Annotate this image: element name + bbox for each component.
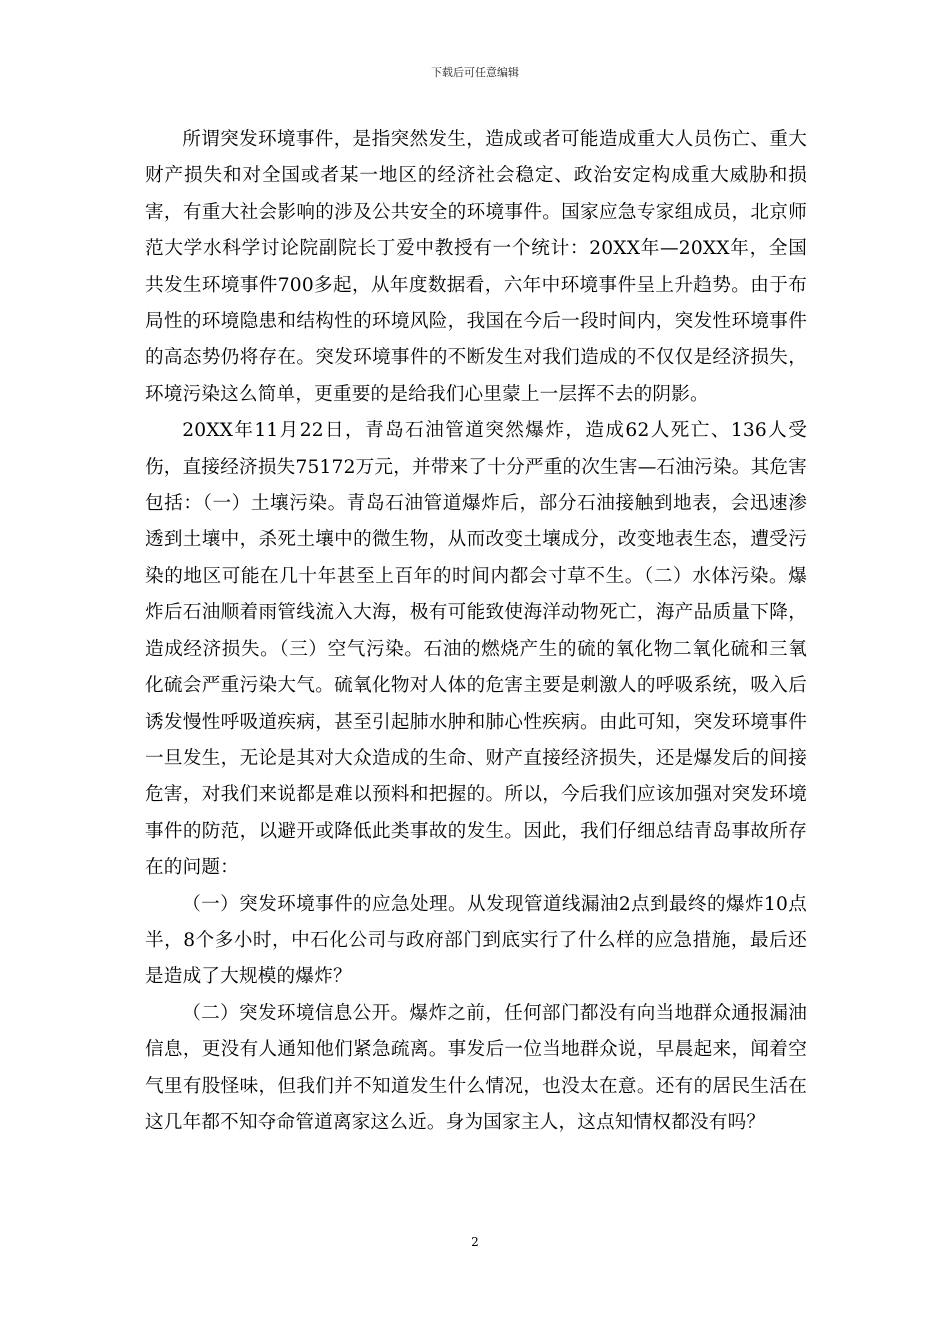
paragraph-definition: 所谓突发环境事件，是指突然发生，造成或者可能造成重大人员伤亡、重大财产损失和对全国或者某一地区的经济社会稳定、政治安定构成重大威胁和损害，有重大社会影响的涉及公共安全的环境事件。国家应急专家组成员，北京师范大学水科学讨论院副院长丁爱中教授有一个统计：20XX年—20XX年，全国共发生环境事件700多起，从年度数据看，六年中环境事件呈上升趋势。由于布局性的环境隐患和结构性的环境风险，我国在今后一段时间内，突发性环境事件的高态势仍将存在。突发环境事件的不断发生对我们造成的不仅仅是经济损失，环境污染这么简单，更重要的是给我们心里蒙上一层挥不去的阴影。 [145, 129, 807, 405]
page-header: 下载后可任意编辑 [431, 66, 519, 79]
paragraph-qingdao-explosion: 20XX年11月22日，青岛石油管道突然爆炸，造成62人死亡、136人受伤，直接经济损失75172万元，并带来了十分严重的次生害—石油污染。其危害包括：（一）土壤污染。青岛石油管道爆炸后，部分石油接触到地表，会迅速渗透到土壤中，杀死土壤中的微生物，从而改变土壤成分，改变地表生态，遭受污染的地区可能在几十年甚至上百年的时间内都会寸草不生。（二）水体污染。爆炸后石油顺着雨管线流入大海，极有可能致使海洋动物死亡，海产品质量下降，造成经济损失。（三）空气污染。石油的燃烧产生的硫的氧化物二氧化硫和三氧化硫会严重污染大气。硫氧化物对人体的危害主要是刺激人的呼吸系统，吸入后诱发慢性呼吸道疾病，甚至引起肺水肿和肺心性疾病。由此可知，突发环境事件一旦发生，无论是其对大众造成的生命、财产直接经济损失，还是爆发后的间接危害，对我们来说都是难以预料和把握的。所以，今后我们应该加强对突发环境事件的防范，以避开或降低此类事故的发生。因此，我们仔细总结青岛事故所存在的问题： [145, 420, 807, 879]
document-body [145, 122, 807, 1141]
paragraph-information-disclosure: （二）突发环境信息公开。爆炸之前，任何部门都没有向当地群众通报漏油信息，更没有人通知他们紧急疏离。事发后一位当地群众说，早晨起来，闻着空气里有股怪味，但我们并不知道发生什么情况，也没太在意。还有的居民生活在这几年都不知夺命管道离家这么近。身为国家主人，这点知情权都没有吗？ [145, 1002, 807, 1133]
paragraph-emergency-handling: （一）突发环境事件的应急处理。从发现管道线漏油2点到最终的爆炸10点半，8个多小时，中石化公司与政府部门到底实行了什么样的应急措施，最后还是造成了大规模的爆炸？ [145, 893, 807, 988]
page-number: 2 [471, 1235, 479, 1249]
